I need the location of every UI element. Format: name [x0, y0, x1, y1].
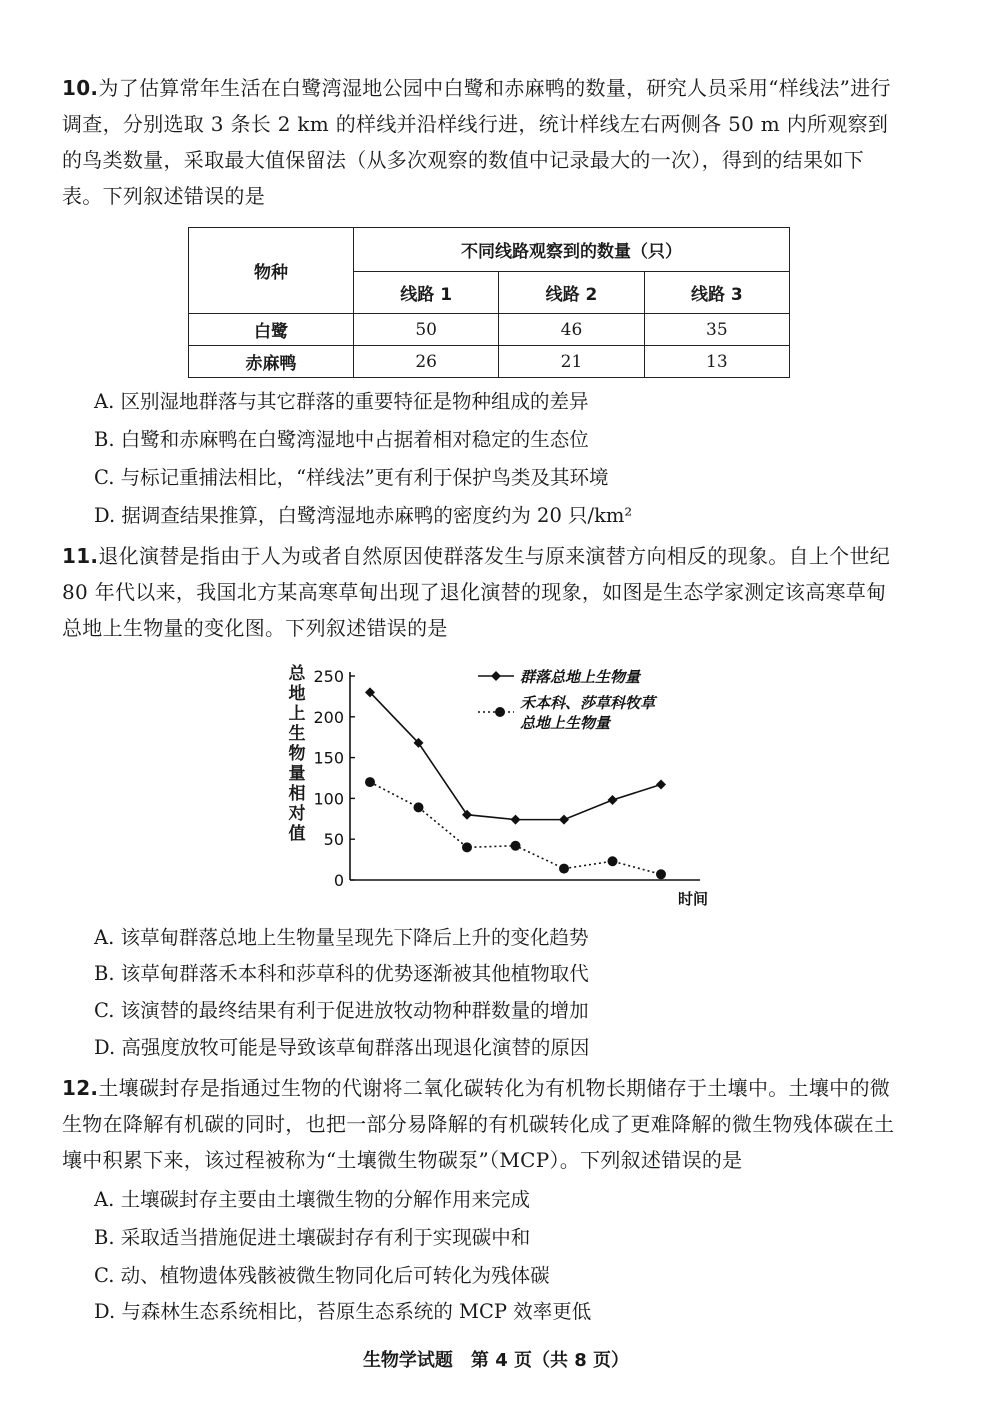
- species-cell: 赤麻鸭: [189, 346, 354, 378]
- route-header: 线路 3: [644, 272, 789, 314]
- option-d: D. 高强度放牧可能是导致该草甸群落出现退化演替的原因: [94, 1036, 590, 1059]
- option-d: D. 与森林生态系统相比，苔原生态系统的 MCP 效率更低: [94, 1300, 592, 1323]
- y-tick-label: 150: [313, 748, 344, 768]
- option-b: B. 采取适当措施促进土壤碳封存有利于实现碳中和: [94, 1226, 531, 1249]
- count-cell: 35: [644, 314, 789, 346]
- y-axis-label: 总地上生物量相对值: [288, 664, 306, 844]
- data-point-circle: [462, 842, 472, 852]
- y-tick-label: 50: [323, 830, 344, 850]
- data-point-circle: [656, 869, 666, 879]
- legend-marker: [495, 707, 505, 717]
- table-row: [189, 346, 790, 378]
- question-stem: 退化演替是指由于人为或者自然原因使群落发生与原来演替方向相反的现象。自上个世纪 80 年代以来，我国北方某高寒草甸出现了退化演替的现象，如图是生态学家测定该高寒草甸总地上生物量的变化图。下列叙述错误的是: [62, 544, 891, 640]
- question-10: [62, 70, 900, 214]
- biomass-chart: [280, 658, 720, 913]
- data-point-diamond: [656, 780, 666, 790]
- question-stem: 土壤碳封存是指通过生物的代谢将二氧化碳转化为有机物长期储存于土壤中。土壤中的微生物在降解有机碳的同时，也把一部分易降解的有机碳转化成了更难降解的微生物残体碳在土壤中积累下来，该过程被称为“土壤微生物碳泵”（MCP）。下列叙述错误的是: [62, 1076, 895, 1172]
- option-b: B. 该草甸群落禾本科和莎草科的优势逐渐被其他植物取代: [94, 962, 589, 985]
- count-cell: 50: [354, 314, 499, 346]
- group-header: 不同线路观察到的数量（只）: [354, 228, 790, 272]
- y-tick-label: 250: [313, 667, 344, 686]
- count-cell: 26: [354, 346, 499, 378]
- data-point-circle: [365, 777, 375, 787]
- y-tick-label: 100: [313, 789, 344, 809]
- data-point-diamond: [559, 815, 569, 825]
- option-a: A. 土壤碳封存主要由土壤微生物的分解作用来完成: [94, 1188, 530, 1211]
- y-tick-label: 0: [333, 871, 344, 890]
- question-11: [62, 538, 900, 646]
- legend-label: 禾本科、莎草科牧草: [520, 694, 656, 712]
- option-a: A. 区别湿地群落与其它群落的重要特征是物种组成的差异: [94, 390, 589, 413]
- option-c: C. 动、植物遗体残骸被微生物同化后可转化为残体碳: [94, 1264, 550, 1287]
- count-cell: 13: [644, 346, 789, 378]
- data-point-diamond: [608, 795, 618, 805]
- question-stem: 为了估算常年生活在白鹭湾湿地公园中白鹭和赤麻鸭的数量，研究人员采用“样线法”进行调查，分别选取 3 条长 2 km 的样线并沿样线行进，统计样线左右两侧各 50 m 内所观察到的鸟类数量，采取最大值保留法（从多次观察的数值中记录最大的一次），得到的结果如下表。下列叙述错误的是: [62, 76, 891, 208]
- table-row: [189, 314, 790, 346]
- question-number: 11.: [62, 544, 99, 568]
- y-tick-label: 200: [313, 707, 344, 727]
- question-number: 12.: [62, 1076, 99, 1100]
- count-cell: 21: [499, 346, 644, 378]
- species-header: 物种: [189, 228, 354, 314]
- route-header: 线路 1: [354, 272, 499, 314]
- question-number: 10.: [62, 76, 99, 100]
- survey-table: [188, 227, 790, 378]
- count-cell: 46: [499, 314, 644, 346]
- option-b: B. 白鹭和赤麻鸭在白鹭湾湿地中占据着相对稳定的生态位: [94, 428, 589, 451]
- legend-label: 群落总地上生物量: [520, 668, 641, 686]
- data-point-circle: [559, 864, 569, 874]
- route-header: 线路 2: [499, 272, 644, 314]
- data-point-circle: [511, 841, 521, 851]
- legend-marker: [491, 671, 501, 681]
- question-12: [62, 1070, 900, 1178]
- option-c: C. 该演替的最终结果有利于促进放牧动物种群数量的增加: [94, 999, 589, 1022]
- option-a: A. 该草甸群落总地上生物量呈现先下降后上升的变化趋势: [94, 926, 589, 949]
- data-point-circle: [414, 802, 424, 812]
- species-cell: 白鹭: [189, 314, 354, 346]
- data-point-circle: [608, 856, 618, 866]
- option-c: C. 与标记重捕法相比，“样线法”更有利于保护鸟类及其环境: [94, 466, 609, 489]
- x-axis-label: 时间: [677, 890, 708, 908]
- option-d: D. 据调查结果推算，白鹭湾湿地赤麻鸭的密度约为 20 只/km²: [94, 504, 633, 527]
- data-point-diamond: [511, 815, 521, 825]
- page-footer: 生物学试题 第 4 页（共 8 页）: [362, 1350, 630, 1371]
- legend-label: 总地上生物量: [520, 714, 611, 732]
- data-point-diamond: [462, 810, 472, 820]
